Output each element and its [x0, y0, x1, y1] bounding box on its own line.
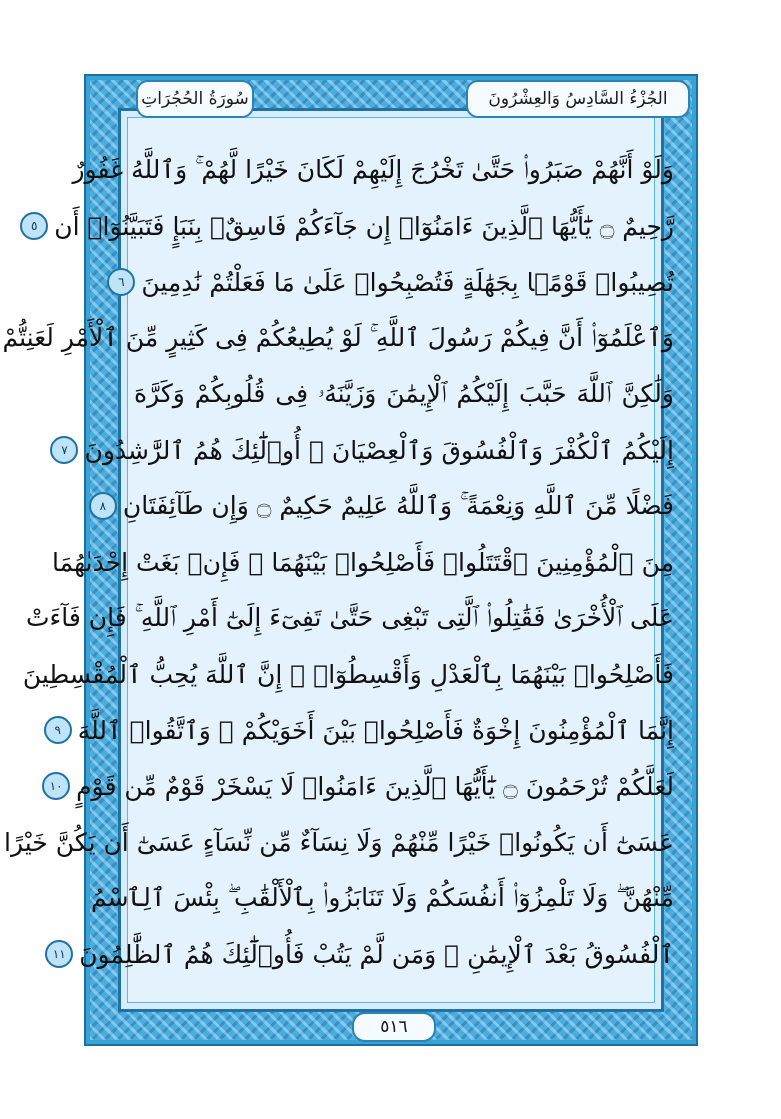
text-line [2, 310, 674, 366]
text-line [90, 870, 674, 926]
text-line [49, 758, 674, 814]
verse-text: وَٱعْلَمُوٓا۟ أَنَّ فِيكُمْ رَسُولَ ٱللَّهِ ۚ لَوْ يُطِيعُكُمْ فِى كَثِيرٍ مِّنَ ٱلْأَمْرِ لَعَنِتُّمْ [2, 323, 674, 352]
ayah-number-marker: ١٠ [42, 772, 70, 800]
verse-text: مِنَ ٱلْمُؤْمِنِينَ ٱقْتَتَلُوا۟ فَأَصْلِحُوا۟ بَيْنَهُمَا ۖ فَإِنۢ بَغَتْ إِحْدَىٰهُمَا [52, 547, 674, 577]
text-line [61, 422, 674, 478]
text-line [134, 366, 674, 422]
text-line [25, 590, 674, 646]
verse-text: وَلَوْ أَنَّهُمْ صَبَرُوا۟ حَتَّىٰ تَخْرُجَ إِلَيْهِمْ لَكَانَ خَيْرًا لَّهُمْ ۚ وَٱللَّهُ غَفُورٌ [72, 155, 674, 184]
text-line [72, 142, 674, 198]
page-number: ٥١٦ [352, 1012, 436, 1042]
juz-header: الجُزْءُ السَّادِسُ وَالعِشْرُونَ [466, 80, 690, 118]
ayah-number-marker: ٥ [20, 212, 48, 240]
text-line [99, 478, 674, 534]
text-line [118, 254, 674, 310]
ayah-number-marker: ٩ [44, 716, 72, 744]
text-line [22, 646, 674, 702]
ayah-number-marker: ٧ [50, 436, 78, 464]
text-line [4, 814, 674, 870]
verse-text: إِلَيْكُمُ ٱلْكُفْرَ وَٱلْفُسُوقَ وَٱلْعِصْيَانَ ۚ أُو۟لَٰٓئِكَ هُمُ ٱلرَّٰشِدُونَ [84, 435, 674, 465]
verse-text: عَلَى ٱلْأُخْرَىٰ فَقَٰتِلُوا۟ ٱلَّتِى تَبْغِى حَتَّىٰ تَفِىٓءَ إِلَىٰٓ أَمْرِ ٱللَّهِ ۚ فَإِن فَآءَتْ [25, 603, 674, 632]
ayah-number-marker: ١١ [45, 940, 73, 968]
quran-text [2, 142, 674, 982]
verse-text: تُصِيبُوا۟ قَوْمًۢا بِجَهَٰلَةٍ فَتُصْبِحُوا۟ عَلَىٰ مَا فَعَلْتُمْ نَٰدِمِينَ [141, 267, 674, 297]
text-line [54, 702, 674, 758]
verse-text: فَأَصْلِحُوا۟ بَيْنَهُمَا بِٱلْعَدْلِ وَأَقْسِطُوٓا۟ ۖ إِنَّ ٱللَّهَ يُحِبُّ ٱلْمُقْسِطِينَ [22, 659, 674, 689]
text-line [52, 534, 674, 590]
ayah-number-marker: ٨ [89, 492, 117, 520]
text-line [52, 926, 674, 982]
ayah-number-marker: ٦ [107, 268, 135, 296]
surah-header: سُورَةُ الحُجُرَاتِ [136, 80, 254, 118]
verse-text: وَلَٰكِنَّ ٱللَّهَ حَبَّبَ إِلَيْكُمُ ٱلْإِيمَٰنَ وَزَيَّنَهُۥ فِى قُلُوبِكُمْ وَكَرَّهَ [134, 379, 674, 408]
verse-text: عَسَىٰٓ أَن يَكُونُوا۟ خَيْرًا مِّنْهُمْ وَلَا نِسَآءٌ مِّن نِّسَآءٍ عَسَىٰٓ أَن يَكُنَّ خَيْرًا [4, 827, 674, 857]
verse-text: مِّنْهُنَّ ۖ وَلَا تَلْمِزُوٓا۟ أَنفُسَكُمْ وَلَا تَنَابَزُوا۟ بِٱلْأَلْقَٰبِ ۖ بِئْسَ ٱلِٱسْمُ [90, 883, 674, 912]
verse-text: لَعَلَّكُمْ تُرْحَمُونَ ۝ يَٰٓأَيُّهَا ٱلَّذِينَ ءَامَنُوا۟ لَا يَسْخَرْ قَوْمٌ مِّن قَوْمٍ [76, 771, 674, 801]
text-line [31, 198, 674, 254]
verse-text: ٱلْفُسُوقُ بَعْدَ ٱلْإِيمَٰنِ ۚ وَمَن لَّمْ يَتُبْ فَأُو۟لَٰٓئِكَ هُمُ ٱلظَّٰلِمُونَ [79, 939, 674, 969]
verse-text: فَضْلًا مِّنَ ٱللَّهِ وَنِعْمَةً ۚ وَٱللَّهُ عَلِيمٌ حَكِيمٌ ۝ وَإِن طَآئِفَتَانِ [122, 491, 674, 520]
verse-text: رَّحِيمٌ ۝ يَٰٓأَيُّهَا ٱلَّذِينَ ءَامَنُوٓا۟ إِن جَآءَكُمْ فَاسِقٌۢ بِنَبَإٍ فَتَبَيَّنُوٓا۟ أَن [54, 211, 674, 241]
verse-text: إِنَّمَا ٱلْمُؤْمِنُونَ إِخْوَةٌ فَأَصْلِحُوا۟ بَيْنَ أَخَوَيْكُمْ ۚ وَٱتَّقُوا۟ ٱللَّهَ [77, 715, 674, 745]
